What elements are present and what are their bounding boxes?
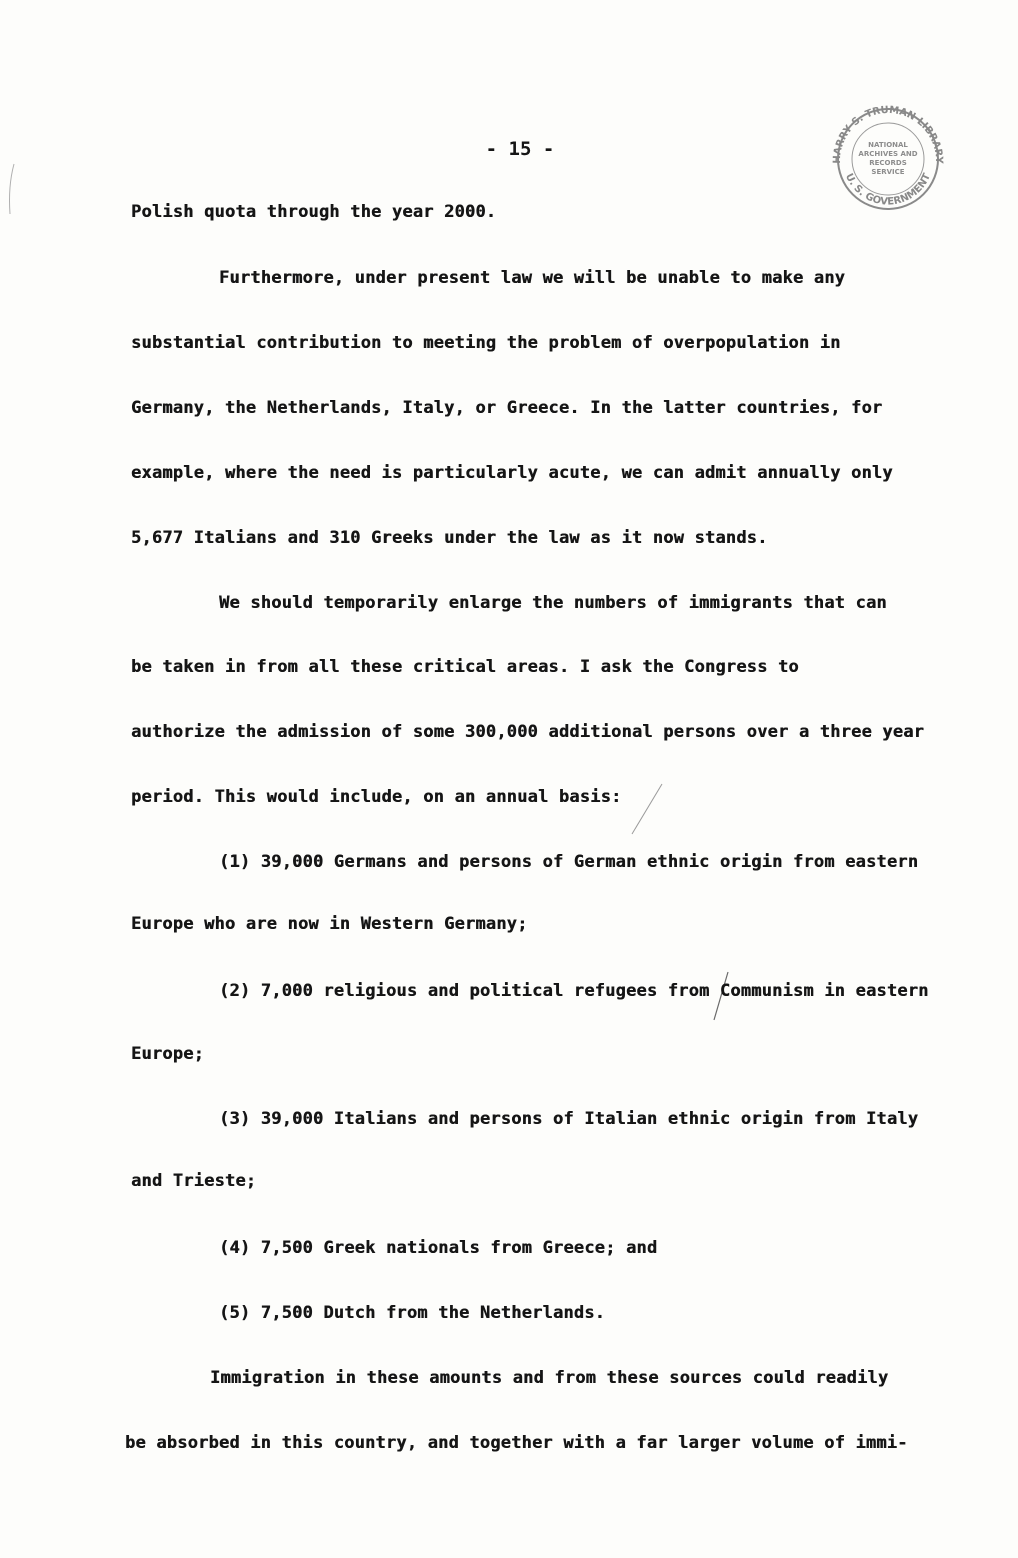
- text-line: be absorbed in this country, and together with a far larger volume of immi-: [125, 1433, 908, 1453]
- stamp-bottom-text: U. S. GOVERNMENT: [842, 171, 934, 208]
- text-line: (3) 39,000 Italians and persons of Italian ethnic origin from Italy: [219, 1109, 919, 1129]
- text-line: Europe;: [131, 1044, 205, 1064]
- text-line: (1) 39,000 Germans and persons of German ethnic origin from eastern: [219, 852, 919, 872]
- text-line: be taken in from all these critical areas. I ask the Congress to: [131, 657, 799, 677]
- stamp-inner-line-2: ARCHIVES AND: [858, 150, 918, 158]
- text-line: Furthermore, under present law we will be unable to make any: [219, 268, 846, 288]
- margin-pen-mark: [0, 160, 20, 220]
- pen-slash-mark: [628, 780, 668, 840]
- text-line: substantial contribution to meeting the problem of overpopulation in: [131, 333, 841, 353]
- text-line: (4) 7,500 Greek nationals from Greece; and: [219, 1238, 658, 1258]
- text-line: Europe who are now in Western Germany;: [131, 914, 528, 934]
- stamp-inner-line-4: SERVICE: [871, 168, 905, 176]
- stamp-inner-line-1: NATIONAL: [868, 141, 908, 149]
- text-line: (5) 7,500 Dutch from the Netherlands.: [219, 1303, 606, 1323]
- text-line: Polish quota through the year 2000.: [131, 202, 497, 222]
- archive-stamp-seal: [826, 103, 950, 211]
- text-line: We should temporarily enlarge the numbers of immigrants that can: [219, 593, 887, 613]
- stamp-ring-text: HARRY S. TRUMAN LIBRARY: [831, 104, 945, 164]
- text-line: (2) 7,000 religious and political refugees from Communism in eastern: [219, 981, 929, 1001]
- text-line: and Trieste;: [131, 1171, 257, 1191]
- text-line: Germany, the Netherlands, Italy, or Greece. In the latter countries, for: [131, 398, 883, 418]
- page-number: - 15 -: [485, 138, 555, 160]
- text-line: example, where the need is particularly acute, we can admit annually only: [131, 463, 893, 483]
- stamp-inner-line-3: RECORDS: [869, 159, 907, 167]
- text-line: Immigration in these amounts and from these sources could readily: [210, 1368, 889, 1388]
- text-line: authorize the admission of some 300,000 additional persons over a three year: [131, 722, 925, 742]
- text-line: period. This would include, on an annual basis:: [131, 787, 622, 807]
- text-line: 5,677 Italians and 310 Greeks under the law as it now stands.: [131, 528, 768, 548]
